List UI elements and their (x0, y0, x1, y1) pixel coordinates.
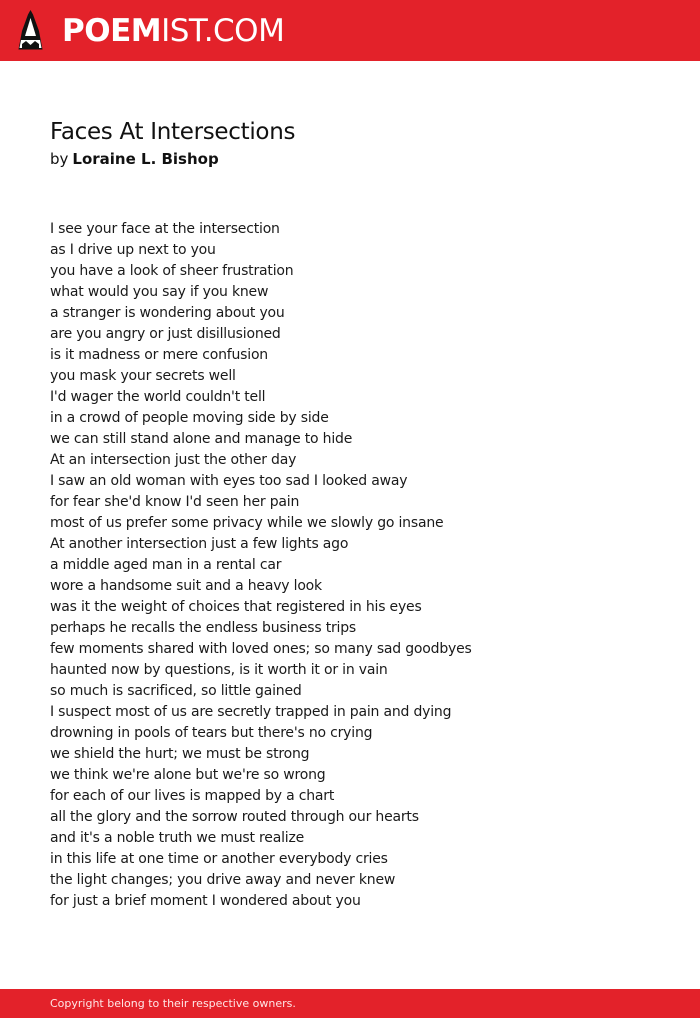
poem-line: for each of our lives is mapped by a chart (50, 788, 335, 804)
poem-line: most of us prefer some privacy while we slowly go insane (50, 515, 444, 531)
logo-light-text: IST.COM (161, 13, 285, 49)
byline (50, 148, 219, 170)
copyright-text: Copyright belong to their respective owners. (50, 997, 296, 1010)
poem-body (50, 219, 670, 912)
poem-line: for fear she'd know I'd seen her pain (50, 494, 300, 510)
by-label: by (50, 150, 69, 168)
poem-line: I suspect most of us are secretly trapped in pain and dying (50, 704, 452, 720)
poem-line: At an intersection just the other day (50, 452, 297, 468)
poem-line: is it madness or mere confusion (50, 347, 268, 363)
poem-line: a middle aged man in a rental car (50, 557, 282, 573)
poem-title: Faces At Intersections (50, 119, 296, 145)
poem-line: the light changes; you drive away and never knew (50, 872, 396, 888)
poem-line: we think we're alone but we're so wrong (50, 767, 326, 783)
poem-line: drowning in pools of tears but there's no crying (50, 725, 373, 741)
poem-line: are you angry or just disillusioned (50, 326, 281, 342)
poem-line: in this life at one time or another everybody cries (50, 851, 388, 867)
pen-nib-icon[interactable] (18, 10, 43, 51)
poem-line: I'd wager the world couldn't tell (50, 389, 266, 405)
author-name: Loraine L. Bishop (72, 150, 219, 168)
logo-bold-text: POEM (62, 13, 162, 49)
poem-line: what would you say if you knew (50, 284, 269, 300)
poem-line: wore a handsome suit and a heavy look (50, 578, 322, 594)
poem-line: we can still stand alone and manage to hide (50, 431, 353, 447)
poem-line: you mask your secrets well (50, 368, 236, 384)
poem-line: a stranger is wondering about you (50, 305, 285, 321)
poem-line: I see your face at the intersection (50, 221, 280, 237)
poem-line: all the glory and the sorrow routed through our hearts (50, 809, 419, 825)
poem-line: I saw an old woman with eyes too sad I looked away (50, 473, 408, 489)
poem-line: At another intersection just a few lights ago (50, 536, 349, 552)
poem-line: for just a brief moment I wondered about you (50, 893, 361, 909)
poem-line: we shield the hurt; we must be strong (50, 746, 310, 762)
poem-line: few moments shared with loved ones; so many sad goodbyes (50, 641, 472, 657)
site-footer (0, 989, 700, 1018)
poem-line: as I drive up next to you (50, 242, 216, 258)
poem-line: and it's a noble truth we must realize (50, 830, 305, 846)
poem-line: so much is sacrificed, so little gained (50, 683, 302, 699)
poem-line: in a crowd of people moving side by side (50, 410, 329, 426)
poem-line: you have a look of sheer frustration (50, 263, 294, 279)
poem-line: haunted now by questions, is it worth it or in vain (50, 662, 388, 678)
site-logo[interactable] (62, 12, 284, 50)
poem-line: perhaps he recalls the endless business trips (50, 620, 357, 636)
site-header (0, 0, 700, 61)
poem-line: was it the weight of choices that registered in his eyes (50, 599, 422, 615)
